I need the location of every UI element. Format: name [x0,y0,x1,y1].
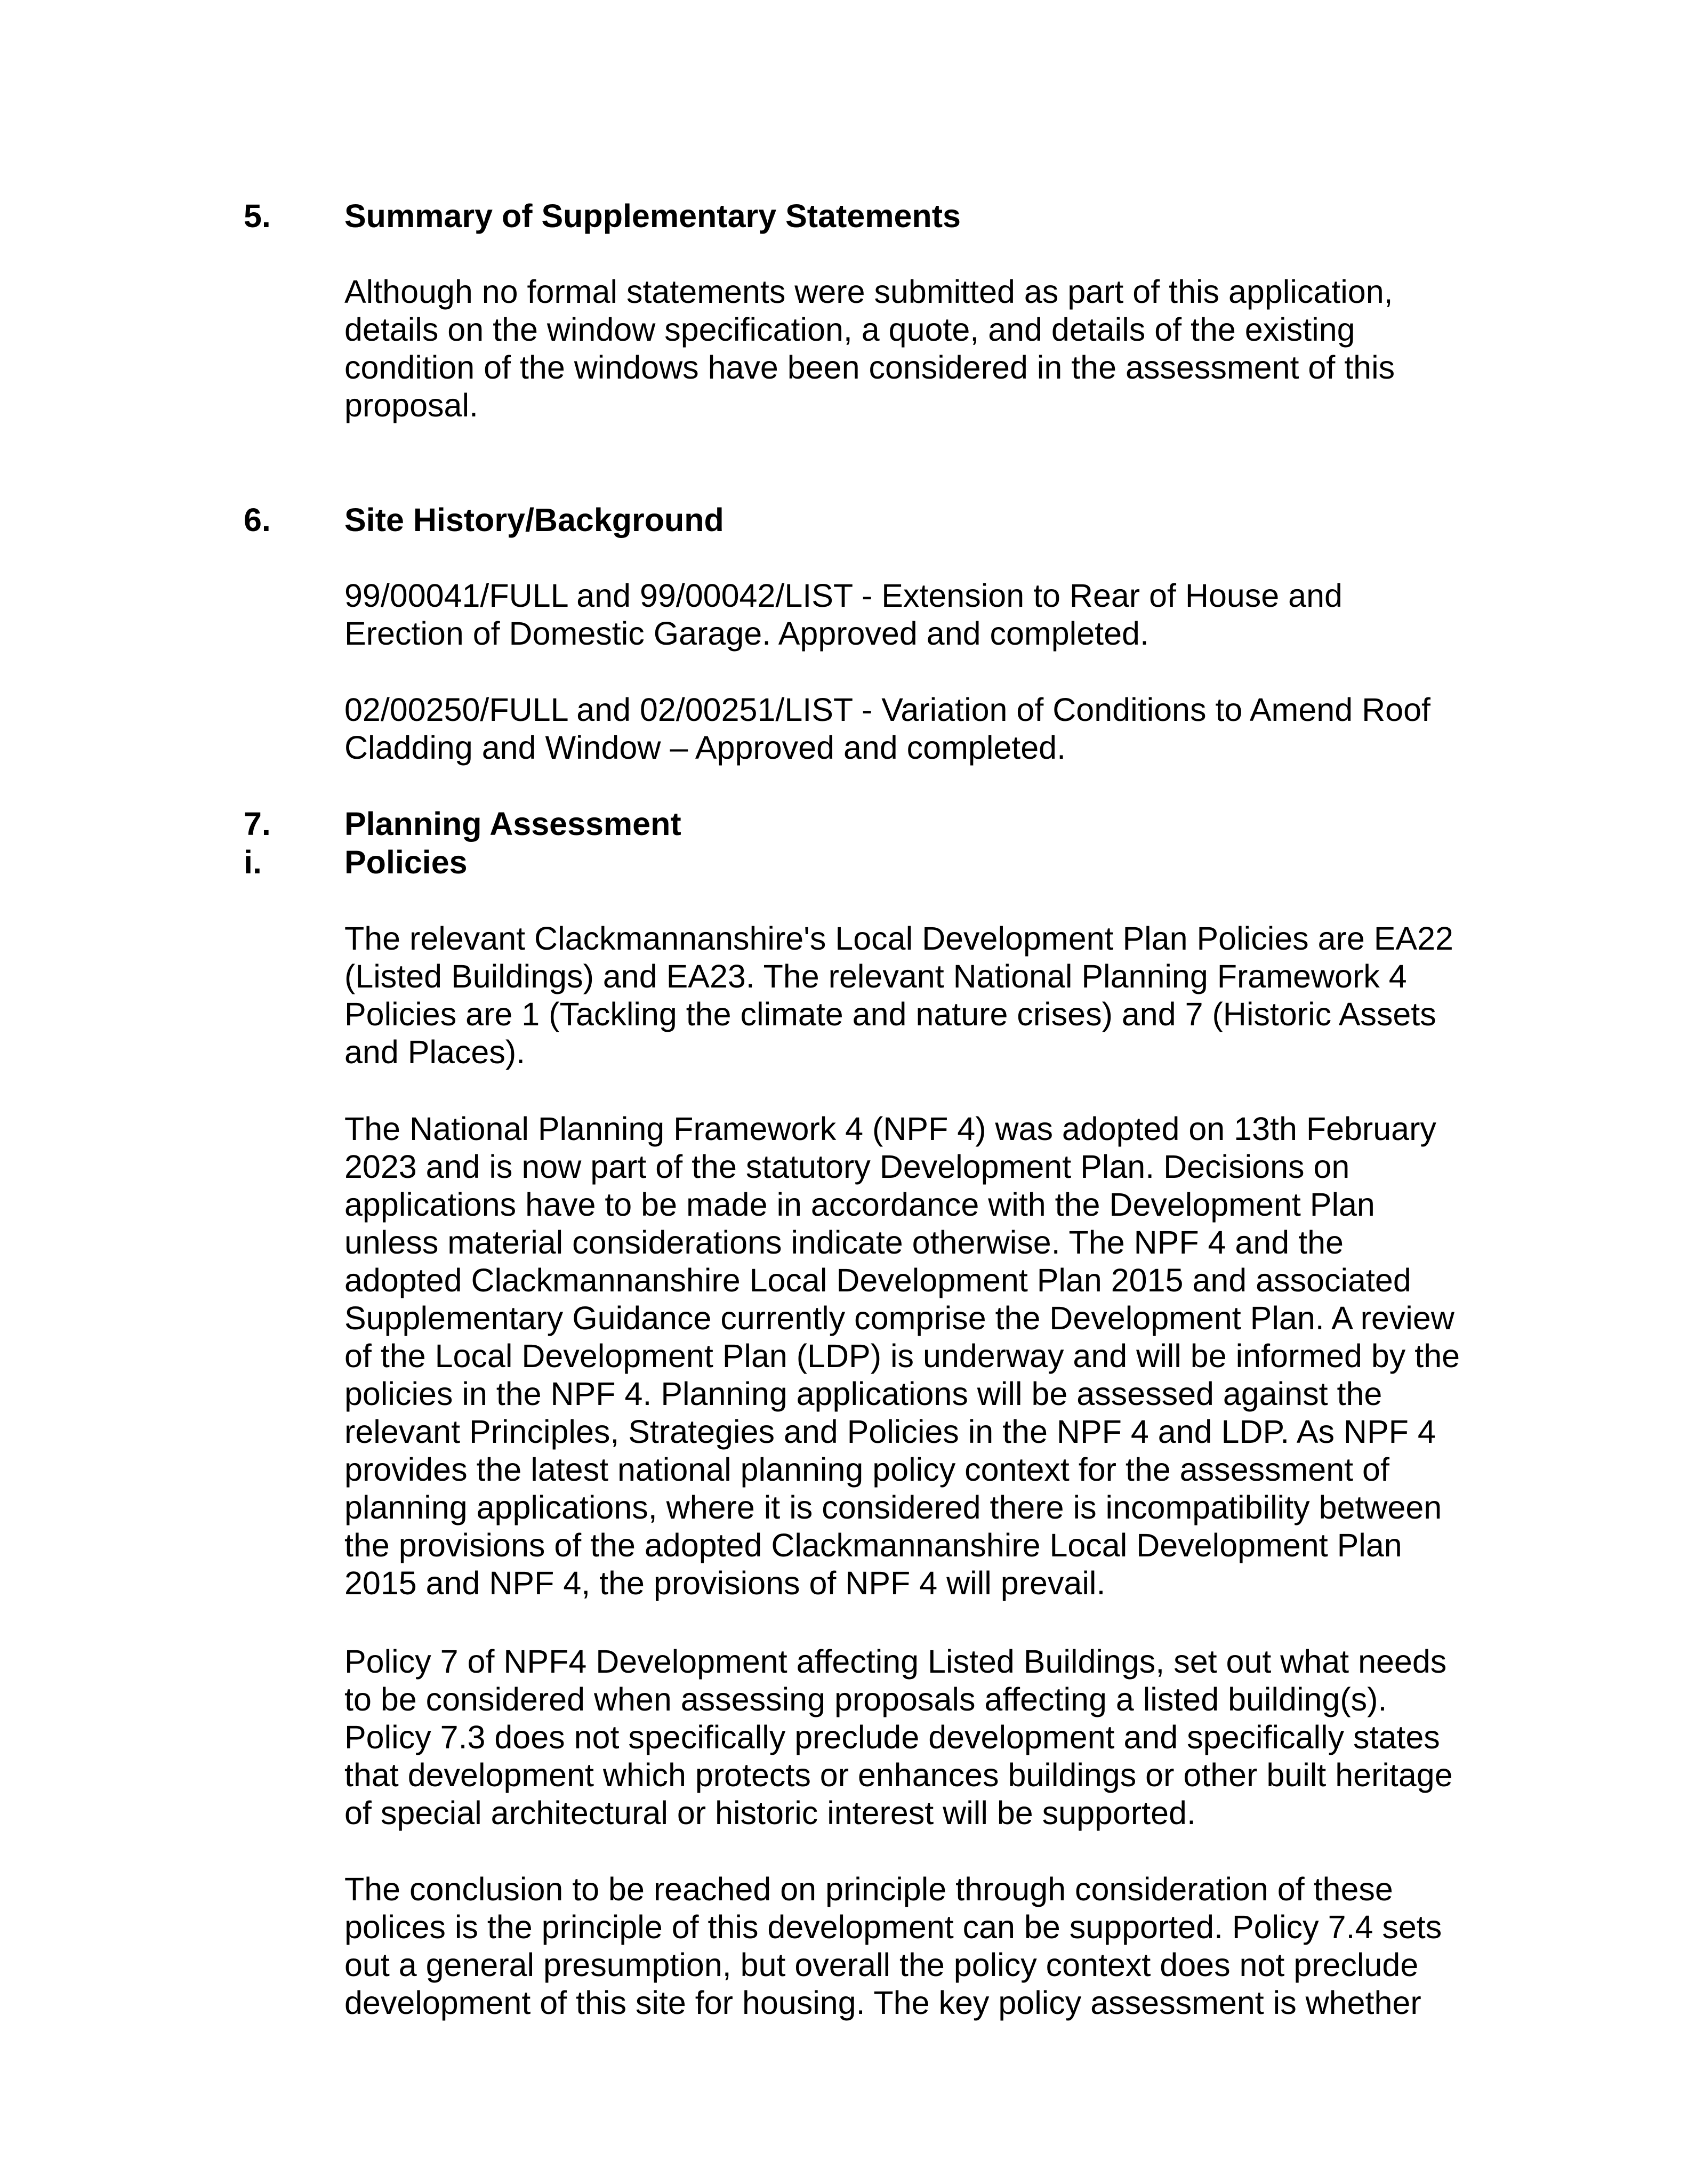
text-line: unless material considerations indicate otherwise. The NPF 4 and the [344,1224,1344,1260]
text-line: planning applications, where it is considered there is incompatibility between [344,1489,1442,1525]
subsection-number: i. [244,844,262,880]
text-line: 2015 and NPF 4, the provisions of NPF 4 will prevail. [344,1565,1106,1601]
text-line: details on the window specification, a quote, and details of the existing [344,311,1355,348]
policies-paragraph-3 [344,1643,1539,1832]
text-line: polices is the principle of this development can be supported. Policy 7.4 sets [344,1909,1442,1945]
text-line: adopted Clackmannanshire Local Development Plan 2015 and associated [344,1262,1411,1298]
section-title: Summary of Supplementary Statements [344,198,961,234]
text-line: Policy 7 of NPF4 Development affecting Listed Buildings, set out what needs [344,1643,1447,1680]
text-line: 02/00250/FULL and 02/00251/LIST - Variation of Conditions to Amend Roof [344,692,1430,728]
section-title: Site History/Background [344,502,724,538]
text-line: development of this site for housing. The key policy assessment is whether [344,1985,1421,2021]
text-line: and Places). [344,1034,526,1070]
policies-paragraph-4 [344,1870,1539,2022]
text-line: policies in the NPF 4. Planning applications will be assessed against the [344,1376,1382,1412]
site-history-paragraph-1 [344,577,1539,653]
text-line: The conclusion to be reached on principle through consideration of these [344,1871,1393,1907]
text-line: provides the latest national planning policy context for the assessment of [344,1451,1389,1488]
text-line: condition of the windows have been considered in the assessment of this [344,349,1395,386]
text-line: 2023 and is now part of the statutory Development Plan. Decisions on [344,1149,1350,1185]
policies-paragraph-2 [344,1110,1539,1602]
text-line: proposal. [344,387,478,423]
text-line: Policies are 1 (Tackling the climate and nature crises) and 7 (Historic Assets [344,996,1436,1032]
text-line: Policy 7.3 does not specifically preclude development and specifically states [344,1719,1440,1755]
text-line: Supplementary Guidance currently comprise the Development Plan. A review [344,1300,1454,1336]
text-line: Cladding and Window – Approved and completed. [344,729,1066,766]
text-line: that development which protects or enhances buildings or other built heritage [344,1757,1453,1793]
policies-paragraph-1 [344,920,1539,1071]
text-line: The National Planning Framework 4 (NPF 4) was adopted on 13th February [344,1111,1436,1147]
text-line: applications have to be made in accordance with the Development Plan [344,1186,1375,1223]
text-line: the provisions of the adopted Clackmannanshire Local Development Plan [344,1527,1402,1563]
text-line: out a general presumption, but overall the policy context does not preclude [344,1947,1419,1983]
text-line: The relevant Clackmannanshire's Local Development Plan Policies are EA22 [344,920,1453,957]
text-line: Erection of Domestic Garage. Approved and completed. [344,615,1149,652]
text-line: Although no formal statements were submitted as part of this application, [344,274,1393,310]
text-line: to be considered when assessing proposals affecting a listed building(s). [344,1681,1387,1717]
site-history-paragraph-2 [344,691,1539,767]
section-number: 7. [244,806,271,842]
text-line: (Listed Buildings) and EA23. The relevant National Planning Framework 4 [344,958,1407,994]
section-number: 6. [244,502,271,538]
section-title: Planning Assessment [344,806,681,842]
text-line: of special architectural or historic interest will be supported. [344,1795,1196,1831]
supplementary-statements-paragraph [344,273,1539,424]
text-line: 99/00041/FULL and 99/00042/LIST - Extension to Rear of House and [344,577,1343,614]
text-line: relevant Principles, Strategies and Policies in the NPF 4 and LDP. As NPF 4 [344,1414,1436,1450]
text-line: of the Local Development Plan (LDP) is underway and will be informed by the [344,1338,1460,1374]
subsection-title: Policies [344,844,468,880]
section-number: 5. [244,198,271,234]
